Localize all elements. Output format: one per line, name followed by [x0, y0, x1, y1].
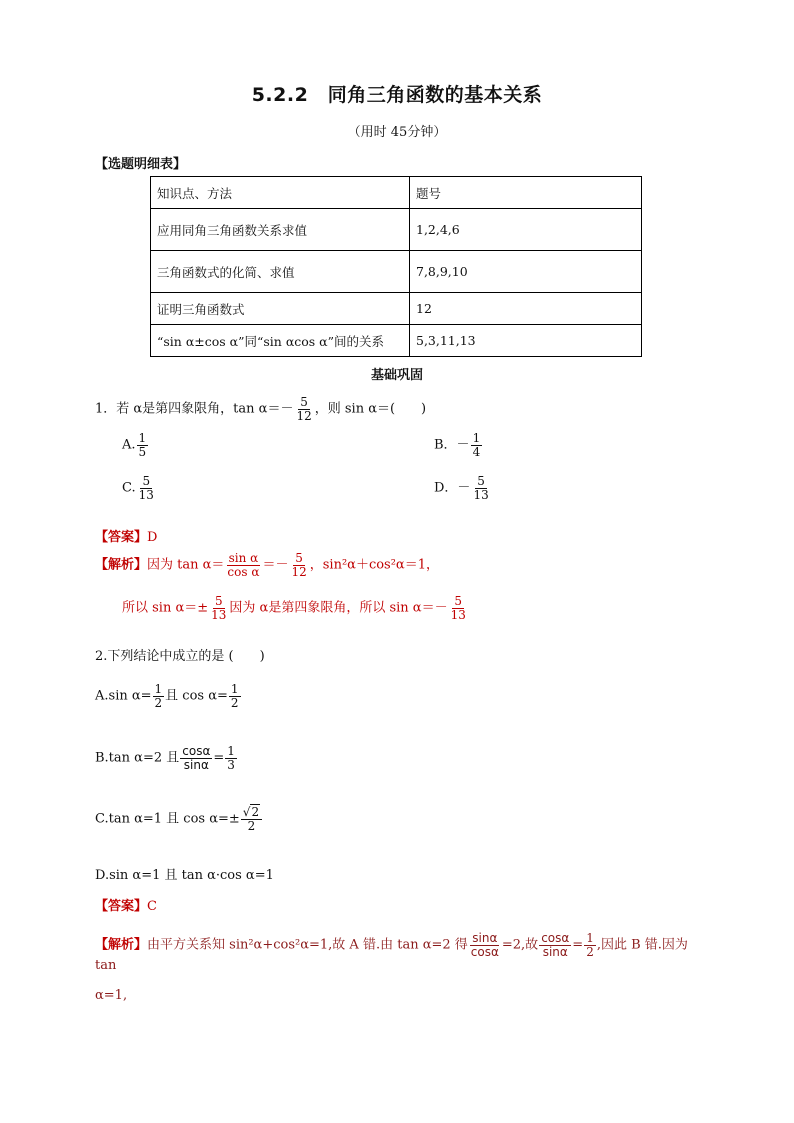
- numerator: cosα: [182, 744, 211, 758]
- section-label: 【选题明细表】: [95, 157, 187, 172]
- topic-table: [150, 176, 642, 357]
- q2-analysis-line2: α=1,: [95, 988, 128, 1003]
- q2-option-b: [95, 745, 238, 771]
- q2-option-c: [95, 806, 263, 832]
- fraction: [137, 432, 149, 458]
- numerator: sinα: [472, 931, 498, 945]
- q2-answer: [95, 895, 157, 914]
- numerator: cosα: [541, 931, 570, 945]
- numerator: 5: [454, 594, 463, 608]
- table-cell: 7,8,9,10: [410, 251, 642, 293]
- text: =2,故: [501, 937, 539, 953]
- answer-value: C: [147, 899, 157, 914]
- page-subtitle: （用时 45分钟）: [347, 125, 447, 140]
- numerator: 1: [586, 931, 594, 945]
- table-header-cell: 知识点、方法: [151, 177, 410, 209]
- text: 由平方关系知 sin²α+cos²α=1,故 A 错.由 tan α=2 得: [147, 937, 468, 953]
- q1-option-b: [434, 432, 483, 458]
- answer-tag: 【答案】: [95, 530, 148, 545]
- fraction: [471, 432, 483, 458]
- q2-option-a: [95, 683, 242, 709]
- denominator: 13: [211, 607, 227, 622]
- denominator: cos α: [227, 564, 260, 579]
- numerator: 1: [227, 744, 235, 758]
- text: ，sin²α＋cos²α＝1，: [309, 557, 439, 573]
- denominator: 4: [472, 444, 481, 459]
- fraction: [469, 932, 501, 958]
- table-header-row: [151, 177, 642, 209]
- numerator: 1: [230, 682, 239, 696]
- table-row: [151, 209, 642, 251]
- q1-analysis-line1: [95, 552, 439, 578]
- table-cell: 1,2,4,6: [410, 209, 642, 251]
- option-label: A.: [122, 437, 136, 453]
- analysis-tag: 【解析】: [95, 937, 148, 953]
- fraction: [471, 475, 490, 501]
- table-cell: 12: [410, 293, 642, 325]
- table-cell: 证明三角函数式: [151, 293, 410, 325]
- sqrt-symbol: √2: [242, 805, 260, 819]
- denominator: 3: [227, 757, 235, 772]
- q1-option-a: [122, 432, 149, 458]
- fraction: [209, 595, 228, 621]
- denominator: 2: [247, 818, 256, 833]
- denominator: sinα: [542, 944, 568, 959]
- fraction: [449, 595, 468, 621]
- section-heading-basic: 基础巩固: [370, 368, 423, 383]
- denominator: 5: [138, 444, 147, 459]
- fraction: [241, 806, 262, 832]
- text: =: [213, 750, 225, 766]
- numerator: 5: [142, 474, 151, 488]
- denominator: 13: [138, 487, 154, 502]
- table-row: [151, 325, 642, 357]
- fraction: [137, 475, 156, 501]
- answer-tag: 【答案】: [95, 899, 148, 914]
- q1-option-c: [122, 475, 157, 501]
- table-cell: 三角函数式的化简、求值: [151, 251, 410, 293]
- fraction: [584, 932, 596, 958]
- option-label: C.: [122, 480, 136, 496]
- table-cell: 应用同角三角函数关系求值: [151, 209, 410, 251]
- text: 因为 tan α＝: [147, 557, 225, 573]
- numerator: 5: [214, 594, 223, 608]
- text: ＝－: [262, 557, 289, 573]
- numerator: 5: [477, 474, 485, 488]
- text: =: [572, 937, 584, 953]
- option-label: D．－: [434, 480, 471, 496]
- numerator: 1: [472, 431, 481, 445]
- text: A.sin α=: [95, 688, 152, 704]
- fraction: [229, 683, 241, 709]
- numerator: sin α: [228, 551, 259, 565]
- radicand: 2: [251, 805, 260, 819]
- fraction: [289, 552, 308, 578]
- text: 1．若 α是第四象限角，tan α＝－: [95, 401, 294, 417]
- denominator: 2: [230, 695, 239, 710]
- q2-option-d: D.sin α=1 且 tan α·cos α=1: [95, 868, 274, 883]
- text: 所以 sin α＝±: [122, 600, 209, 616]
- numerator: 1: [138, 431, 147, 445]
- question-2-stem: 2.下列结论中成立的是 ( ): [95, 649, 265, 664]
- answer-value: D: [147, 530, 158, 545]
- text: ，则 sin α＝( ): [314, 401, 427, 417]
- fraction: [539, 932, 571, 958]
- q1-option-d: [434, 475, 492, 501]
- text: C.tan α=1 且 cos α=±: [95, 811, 240, 827]
- text: ,因此 B 错.因为 tan: [95, 937, 688, 974]
- denominator: 13: [450, 607, 466, 622]
- numerator: 5: [300, 395, 308, 409]
- denominator: 2: [154, 695, 163, 710]
- denominator: 2: [586, 944, 594, 959]
- text: B.tan α=2 且: [95, 750, 180, 766]
- denominator: 13: [473, 487, 489, 502]
- analysis-tag: 【解析】: [95, 557, 148, 573]
- denominator: 12: [291, 564, 307, 579]
- question-1-stem: [95, 396, 426, 422]
- fraction: [153, 683, 165, 709]
- numerator: 1: [154, 682, 163, 696]
- fraction: [225, 745, 237, 771]
- fraction: [294, 396, 313, 422]
- denominator: cosα: [470, 944, 499, 959]
- table-row: [151, 251, 642, 293]
- option-label: B．－: [434, 437, 470, 453]
- denominator: 12: [296, 408, 312, 423]
- numerator: [241, 806, 262, 820]
- denominator: sinα: [183, 757, 209, 772]
- q2-analysis-line1: [95, 932, 705, 973]
- q1-answer: [95, 526, 157, 545]
- q1-analysis-line2: [122, 595, 469, 621]
- table-cell: “sin α±cos α”同“sin αcos α”间的关系: [151, 325, 410, 357]
- table-row: [151, 293, 642, 325]
- text: 因为 α是第四象限角，所以 sin α＝－: [229, 600, 448, 616]
- page-title: 5.2.2 同角三角函数的基本关系: [251, 84, 543, 106]
- fraction: [180, 745, 212, 771]
- fraction: [225, 552, 261, 578]
- table-header-cell: 题号: [410, 177, 642, 209]
- text: 且 cos α=: [165, 688, 228, 704]
- table-cell: 5,3,11,13: [410, 325, 642, 357]
- numerator: 5: [295, 551, 303, 565]
